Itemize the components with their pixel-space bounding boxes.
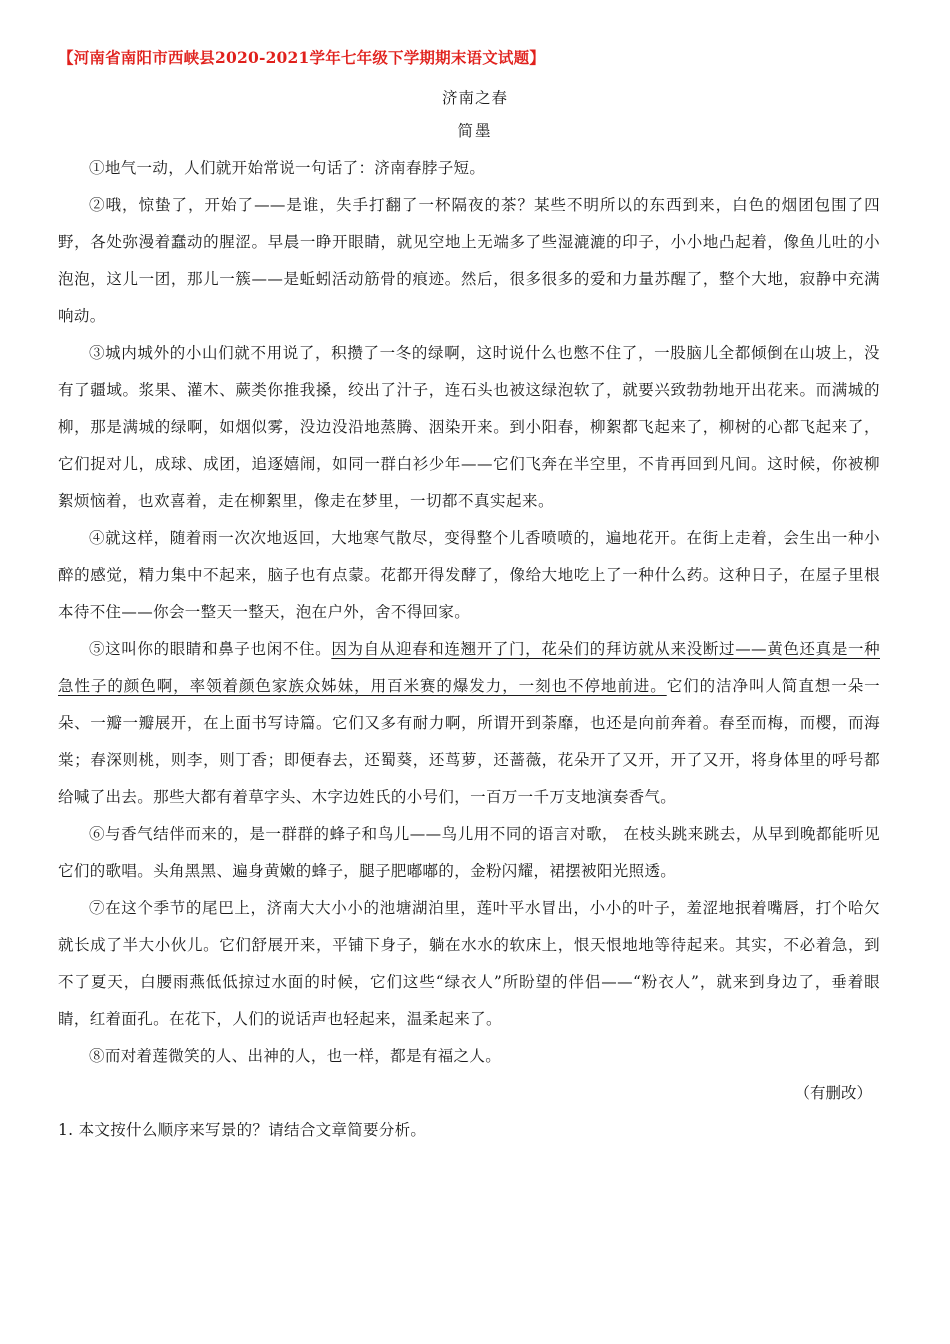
paragraph-4: ④就这样，随着雨一次次地返回，大地寒气散尽，变得整个儿香喷喷的，遍地花开。在街上走着，会生出一种小醉的感觉，精力集中不起来，脑子也有点蒙。花都开得发酵了，像给大地吃上了一种什么药。这种日子，在屋子里根本待不住——你会一整天一整天，泡在户外，舍不得回家。 bbox=[58, 529, 880, 621]
edit-note: （有删改） bbox=[794, 1084, 872, 1102]
paragraph-1: ①地气一动，人们就开始常说一句话了：济南春脖子短。 bbox=[89, 159, 486, 177]
paragraph-5 bbox=[58, 631, 880, 816]
paragraph-7: ⑦在这个季节的尾巴上，济南大大小小的池塘湖泊里，莲叶平水冒出，小小的叶子，羞涩地抿着嘴唇，打个哈欠就长成了半大小伙儿。它们舒展开来，平铺下身子，躺在水水的软床上，恨天恨地地等待起来。其实，不必着急，到不了夏天，白腰雨燕低低掠过水面的时候，它们这些“绿衣人”所盼望的伴侣——“粉衣人”，就来到身边了，垂着眼睛，红着面孔。在花下，人们的说话声也轻起来，温柔起来了。 bbox=[58, 899, 880, 1028]
question-1: 1. 本文按什么顺序来写景的？请结合文章简要分析。 bbox=[58, 1121, 427, 1139]
paragraph-8: ⑧而对着莲微笑的人、出神的人，也一样，都是有福之人。 bbox=[89, 1047, 502, 1065]
paragraph-5-end: 它们的洁净叫人简直想一朵一朵、一瓣一瓣展开，在上面书写诗篇。它们又多有耐力啊，所谓开到荼靡，也还是向前奔着。春至而梅，而樱，而海棠；春深则桃，则李，则丁香；即便春去，还蜀葵，还茑萝，还蔷薇，花朵开了又开，开了又开，将身体里的呼号都给喊了出去。那些大都有着草字头、木字边姓氏的小号们，一百万一千万支地演奏香气。 bbox=[58, 677, 880, 806]
paragraph-2: ②哦，惊蛰了，开始了——是谁，失手打翻了一杯隔夜的茶？某些不明所以的东西到来，白色的烟团包围了四野，各处弥漫着蠢动的腥涩。早晨一睁开眼睛，就见空地上无端多了些湿漉漉的印子，小小地凸起着，像鱼儿吐的小泡泡，这儿一团，那儿一簇——是蚯蚓活动筋骨的痕迹。然后，很多很多的爱和力量苏醒了，整个大地，寂静中充满响动。 bbox=[58, 196, 880, 325]
article-title: 济南之春 bbox=[441, 89, 508, 107]
paragraph-5-start: ⑤这叫你的眼睛和鼻子也闲不住。 bbox=[89, 640, 332, 658]
underlined-sentence: 因为自从迎春和连翘开了门，花朵们的拜访就从来没断过——黄色还真是一种急性子的颜色啊，率领着颜色家族众姊妹，用百米赛的爆发力，一刻也不停地前进。 bbox=[58, 640, 880, 695]
article-body bbox=[58, 150, 880, 1149]
article-author: 简墨 bbox=[457, 122, 493, 140]
paragraph-6: ⑥与香气结伴而来的，是一群群的蜂子和鸟儿——鸟儿用不同的语言对歌， 在枝头跳来跳去，从早到晚都能听见它们的歌唱。头角黑黑、遍身黄嫩的蜂子，腿子肥嘟嘟的，金粉闪耀，裙摆被阳光照透。 bbox=[58, 825, 880, 880]
paragraph-3: ③城内城外的小山们就不用说了，积攒了一冬的绿啊，这时说什么也憋不住了，一股脑儿全都倾倒在山坡上，没有了疆域。浆果、灌木、蕨类你推我搡，绞出了汁子，连石头也被这绿泡软了，就要兴致勃勃地开出花来。而满城的柳，那是满城的绿啊，如烟似雾，没边没沿地蒸腾、洇染开来。到小阳春，柳絮都飞起来了，柳树的心都飞起来了，它们捉对儿，成球、成团，追逐嬉闹，如同一群白衫少年——它们飞奔在半空里，不肯再回到凡间。这时候，你被柳絮烦恼着，也欢喜着，走在柳絮里，像走在梦里，一切都不真实起来。 bbox=[58, 344, 880, 510]
source-header: 【河南省南阳市西峡县2020-2021学年七年级下学期期末语文试题】 bbox=[58, 48, 546, 67]
